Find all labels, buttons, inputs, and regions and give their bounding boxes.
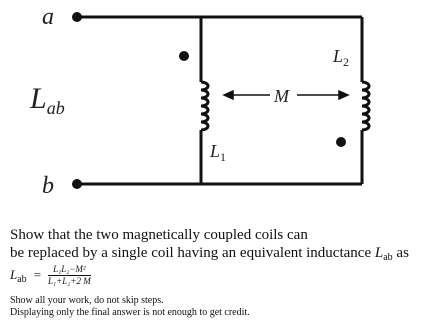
problem-line-2: be replaced by a single coil having an equivalent inductance $L_{ab}$ as bbox=[10, 245, 409, 263]
instruction-line-1: Show all your work, do not skip steps. bbox=[10, 295, 164, 306]
polarity-dot-l2 bbox=[336, 137, 346, 147]
mutual-label: M bbox=[274, 86, 289, 106]
equivalent-inductance-label: $L_{ab}$ bbox=[30, 82, 65, 118]
coil-l2-label: $L_2$ bbox=[333, 46, 350, 69]
formula-equals: = bbox=[33, 267, 42, 283]
terminal-a-label: a bbox=[42, 4, 54, 30]
problem-statement bbox=[10, 226, 434, 267]
polarity-dot-l1 bbox=[179, 51, 189, 61]
formula-lhs-sub: ab bbox=[17, 274, 27, 286]
equivalent-inductance-formula bbox=[10, 264, 210, 294]
coil-l1-label: $L_1$ bbox=[210, 141, 227, 164]
instructions bbox=[10, 295, 250, 319]
formula-numerator: L₁L₂−M² bbox=[48, 264, 91, 276]
coil-l1 bbox=[201, 82, 208, 130]
formula-lhs: L bbox=[10, 267, 18, 283]
formula-denominator: L₁+L₂+2 M bbox=[48, 276, 91, 286]
terminal-b-label: b bbox=[42, 173, 54, 199]
instruction-line-2: Displaying only the final answer is not enough to get credit. bbox=[10, 307, 250, 318]
coil-l2 bbox=[362, 82, 369, 130]
problem-line-1: Show that the two magnetically coupled coils can bbox=[10, 227, 308, 243]
formula-fraction bbox=[48, 264, 91, 287]
